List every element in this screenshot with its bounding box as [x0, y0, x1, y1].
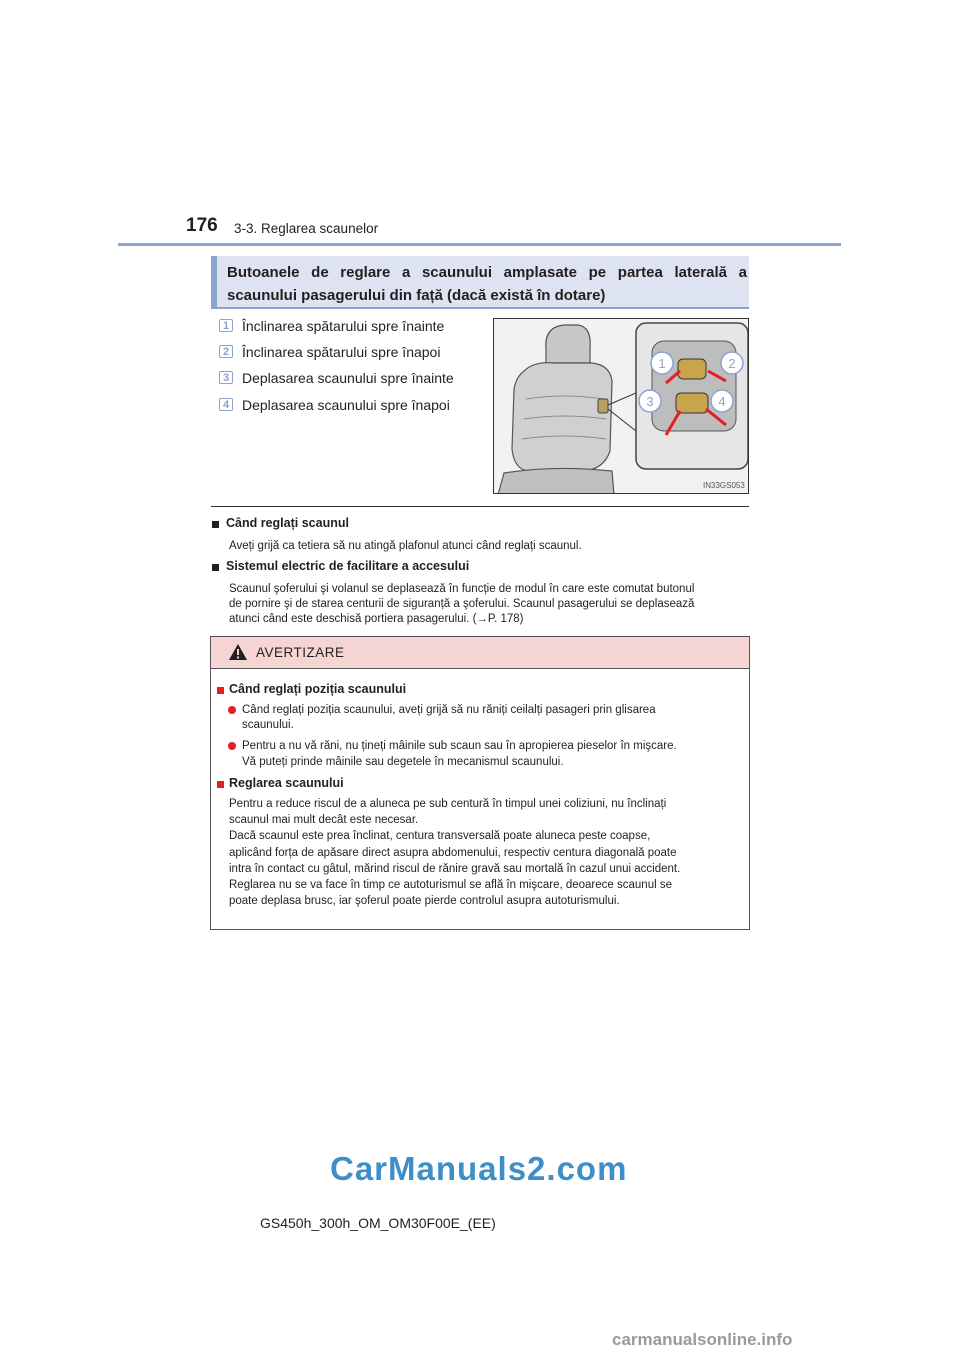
warning-heading: Când reglați poziția scaunului — [229, 682, 407, 696]
seat-cushion-shape — [498, 468, 614, 494]
section-divider — [211, 506, 749, 507]
red-square-bullet-icon — [217, 687, 224, 694]
square-bullet-icon — [212, 564, 219, 571]
seatback-shape — [512, 363, 612, 471]
warning-text-line: Reglarea nu se va face în timp ce autoturismul se află în mişcare, deoarece scaunul se — [229, 879, 672, 891]
recline-switch — [678, 359, 706, 379]
page-number: 176 — [186, 215, 218, 236]
callout-label: 2 — [728, 356, 736, 371]
warning-title: AVERTIZARE — [256, 645, 345, 660]
warning-header — [211, 637, 749, 669]
warning-text-line: scaunul mai mult decât este necesar. — [229, 814, 419, 826]
leader-line — [608, 409, 636, 431]
warning-text-line: Pentru a reduce riscul de a aluneca pe sub centură în timpul unei coliziuni, nu înclinați — [229, 798, 667, 810]
section-underline — [217, 307, 749, 309]
list-item-label: Înclinarea spătarului spre înapoi — [242, 344, 441, 360]
note-text-line: atunci când este deschisă portiera pasagerului. (→P. 178) — [229, 613, 524, 625]
headrest-shape — [546, 325, 590, 363]
red-dot-bullet-icon — [228, 742, 236, 750]
section-title: Butoanele de reglare a scaunului amplasate pe partea laterală a scaunului pasagerului din față (dacă există în dotare) — [227, 264, 747, 304]
warning-text-line: intra în contact cu gâtul, mărind riscul de rănire gravă sau mortală în cazul unui accident. — [229, 863, 681, 875]
square-bullet-icon — [212, 521, 219, 528]
footer-model-code: GS450h_300h_OM_OM30F00E_(EE) — [260, 1215, 496, 1231]
warning-text-line: Dacă scaunul este prea înclinat, centura transversală poate aluneca peste coapse, — [229, 830, 651, 842]
warning-text-line: poate deplasa brusc, iar şoferul poate pierde controlul asupra autoturismului. — [229, 895, 620, 907]
watermark-bottom: carmanualsonline.info — [612, 1330, 793, 1349]
figure-code: IN33GS053 — [703, 481, 745, 490]
header-rule — [118, 243, 841, 246]
red-dot-bullet-icon — [228, 706, 236, 714]
warning-bullet-line: Când reglați poziția scaunului, aveți grijă să nu răniți ceilalți pasageri prin glisarea — [242, 704, 656, 716]
note-text-line: de pornire şi de starea centurii de siguranță a şoferului. Scaunul pasagerului se deplasează — [229, 598, 695, 610]
item-number-badge: 3 — [219, 371, 233, 384]
callout-label: 1 — [658, 356, 666, 371]
red-square-bullet-icon — [217, 781, 224, 788]
warning-triangle-icon — [228, 643, 248, 661]
warning-text-line: aplicând forța de apăsare direct asupra abdomenului, respectiv centura diagonală poate — [229, 847, 677, 859]
note-heading: Sistemul electric de facilitare a accesului — [226, 559, 470, 573]
list-item-label: Înclinarea spătarului spre înainte — [242, 318, 445, 334]
chapter-title: 3-3. Reglarea scaunelor — [234, 221, 379, 236]
slide-switch — [676, 393, 708, 413]
item-number-badge: 2 — [219, 345, 233, 358]
warning-heading: Reglarea scaunului — [229, 776, 344, 790]
seat-drawing — [494, 319, 749, 494]
warning-bullet-line: scaunului. — [242, 719, 294, 731]
note-heading: Când reglați scaunul — [226, 516, 349, 530]
item-number-badge: 4 — [219, 398, 233, 411]
list-item-label: Deplasarea scaunului spre înainte — [242, 370, 454, 386]
note-text-line: Scaunul şoferului şi volanul se deplasează în funcție de modul în care este comutat butonul — [229, 583, 695, 595]
watermark-main: CarManuals2.com — [330, 1150, 628, 1187]
warning-bullet-line: Pentru a nu vă răni, nu țineți mâinile sub scaun sau în apropierea pieselor în mişcare. — [242, 740, 677, 752]
note-text: Aveți grijă ca tetiera să nu atingă plafonul atunci când reglați scaunul. — [229, 540, 582, 552]
side-switch-shape — [598, 399, 608, 413]
callout-label: 4 — [718, 394, 726, 409]
list-item-label: Deplasarea scaunului spre înapoi — [242, 397, 450, 413]
seat-illustration — [493, 318, 749, 494]
item-number-badge: 1 — [219, 319, 233, 332]
callout-label: 3 — [646, 394, 654, 409]
section-title-box — [211, 256, 749, 309]
warning-bullet-line: Vă puteți prinde mâinile sau degetele în mecanismul scaunului. — [242, 756, 564, 768]
